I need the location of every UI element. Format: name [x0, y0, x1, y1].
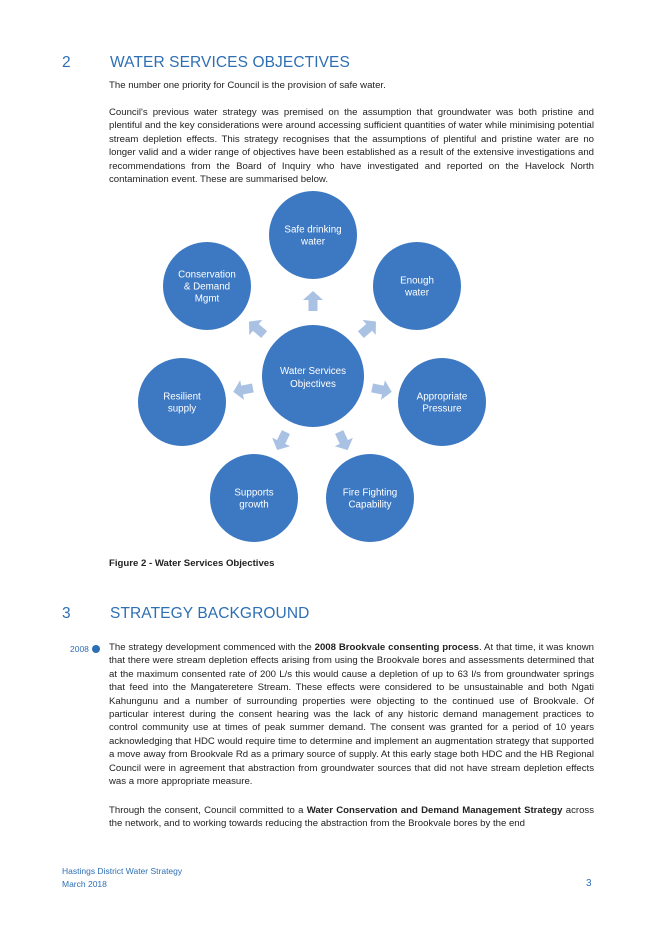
- footer-document-title: Hastings District Water Strategy: [62, 866, 183, 876]
- section-title: WATER SERVICES OBJECTIVES: [110, 54, 350, 71]
- objective-label: Capability: [348, 499, 392, 511]
- section-3-heading: [62, 605, 309, 623]
- year-marker: [70, 644, 100, 654]
- p1-text-start: The strategy development commenced with the: [109, 642, 315, 653]
- objective-label: Supports: [234, 487, 274, 499]
- center-node: [262, 325, 364, 427]
- objective-node: [269, 191, 357, 279]
- arrow-icon: [354, 314, 382, 342]
- objective-label: Mgmt: [194, 293, 220, 305]
- objective-label: water: [301, 236, 325, 248]
- background-paragraph-1: [109, 641, 594, 788]
- objective-node: [163, 242, 251, 330]
- objective-label: Fire Fighting: [342, 487, 398, 499]
- p2-text-start: Through the consent, Council committed to a: [109, 805, 307, 816]
- p2-text-end: across the network, and to working towards reducing the abstraction from the Brookvale bores by the end: [109, 805, 594, 830]
- timeline-dot-icon: [92, 645, 100, 653]
- p2-bold: Water Conservation and Demand Management Strategy: [306, 805, 563, 816]
- arrow-icon: [303, 291, 323, 311]
- page-number: 3: [586, 878, 592, 889]
- objective-label: Appropriate: [416, 391, 468, 403]
- objective-label: Resilient: [163, 391, 201, 403]
- objective-label: Conservation: [178, 269, 236, 281]
- section-number: 2: [62, 54, 71, 71]
- objective-node: [210, 454, 298, 542]
- objective-node: [138, 358, 226, 446]
- objectives-diagram: [0, 190, 656, 570]
- p1-bold: 2008 Brookvale consenting process: [314, 642, 480, 653]
- objective-label: growth: [239, 499, 269, 511]
- p1-text-end: . At that time, it was known that there were stream depletion effects arising from using the Brookvale bores and assessments determined that at the maximum consented rate of 200 L/s this would cause a depletion of up to 63 l/s from groundwater springs that feed into the Mangateretere Stream. These effects were considered to be unsustainable and both Ngati Kahungunu and a number of surrounding properties were objecting to the continued use of Brookvale. Of particular interest during the consent hearing was the lack of any historic demand management practices to control community use at times of peak summer demand. The consent was granted for a period of 10 years acknowledging that HDC would require time to determine and implement an augmentation strategy that supported a move away from Brookvale Rd as a primary source of supply. At this early stage both HDC and the HB Regional Council were in agreement that abstraction from groundwater sources that did not have stream depletion effects was a more appropriate measure.: [109, 642, 594, 788]
- objective-label: Enough: [400, 275, 434, 287]
- objective-node: [326, 454, 414, 542]
- arrow-icon: [231, 378, 255, 402]
- objective-node: [398, 358, 486, 446]
- objective-label: supply: [167, 403, 197, 415]
- center-label-line-1: Water Services: [279, 366, 347, 377]
- objective-label: & Demand: [183, 281, 231, 293]
- strategy-paragraph: Council's previous water strategy was premised on the assumption that groundwater was both pristine and plentiful and the key considerations were around accessing sufficient quantities of water while minimising potential stream depletion effects. This strategy recognises that the assumptions of plentiful and pristine water are no longer valid and a wider range of objectives have been established as a result of the extensive investigations and recommendations from the Board of Inquiry who have investigated and reported on the Havelock North contamination event. These are summarised below.: [109, 107, 594, 186]
- objective-label: Pressure: [422, 403, 462, 415]
- objective-label: water: [405, 287, 429, 299]
- figure-caption: Figure 2 - Water Services Objectives: [109, 558, 275, 569]
- section-number: 3: [62, 605, 71, 622]
- center-label-line-2: Objectives: [290, 379, 336, 390]
- arrow-icon: [268, 428, 295, 455]
- arrow-icon: [370, 378, 394, 402]
- footer-date: March 2018: [62, 879, 107, 889]
- objective-node: [373, 242, 461, 330]
- section-title: STRATEGY BACKGROUND: [110, 605, 310, 622]
- arrow-icon: [242, 314, 270, 342]
- background-paragraph-2: [109, 804, 594, 831]
- intro-paragraph: The number one priority for Council is the provision of safe water.: [109, 80, 386, 91]
- objective-label: Safe drinking: [284, 224, 342, 236]
- year-marker-label: 2008: [70, 644, 89, 654]
- arrow-icon: [330, 428, 357, 455]
- section-2-heading: [62, 54, 350, 72]
